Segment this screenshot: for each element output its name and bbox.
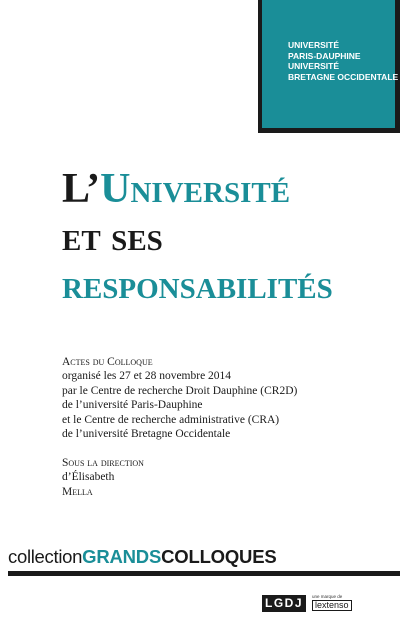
lextenso-logo: lextenso: [312, 600, 352, 611]
university-line: BRETAGNE OCCIDENTALE: [288, 71, 399, 82]
title-line-2: et ses: [62, 214, 163, 260]
university-line: UNIVERSITÉ: [288, 61, 340, 71]
title-line-3: responsabilités: [62, 262, 333, 308]
university-line: PARIS-DAUPHINE: [288, 50, 361, 61]
collection-name: [8, 548, 277, 567]
description-line: de l’université Bretagne Occidentale: [62, 428, 231, 441]
lgdj-logo: LGDJ: [262, 595, 306, 612]
university-names: [288, 40, 398, 82]
collection-prefix: collection: [8, 546, 83, 567]
editor-prefix: d’Élisabeth: [62, 471, 115, 484]
lextenso-mark: [312, 595, 352, 612]
title-line-1: [62, 168, 290, 210]
title-universite: Université: [100, 166, 291, 212]
proceedings-description: [62, 355, 382, 441]
description-line: organisé les 27 et 28 novembre 2014: [62, 370, 232, 383]
university-box-inner: [262, 0, 399, 128]
publisher-logo: [262, 594, 352, 612]
editor-credit: [62, 456, 382, 499]
description-line: par le Centre de recherche Droit Dauphine (CR2D): [62, 384, 298, 397]
direction-label: Sous la direction: [62, 457, 144, 469]
university-line: UNIVERSITÉ: [288, 40, 340, 50]
collection-grands: GRANDS: [82, 546, 162, 567]
proceedings-heading: Actes du Colloque: [62, 356, 153, 368]
collection-colloques: COLLOQUES: [161, 546, 277, 567]
university-box: [258, 0, 400, 133]
divider-rule: [8, 571, 400, 576]
description-line: de l’université Paris-Dauphine: [62, 399, 203, 412]
marque-label: une marque de: [312, 593, 343, 599]
description-line: et le Centre de recherche administrative (CRA): [62, 413, 280, 426]
title-article: L’: [62, 166, 101, 212]
editor-name-line: [62, 470, 382, 499]
editor-surname: Mella: [62, 485, 93, 498]
